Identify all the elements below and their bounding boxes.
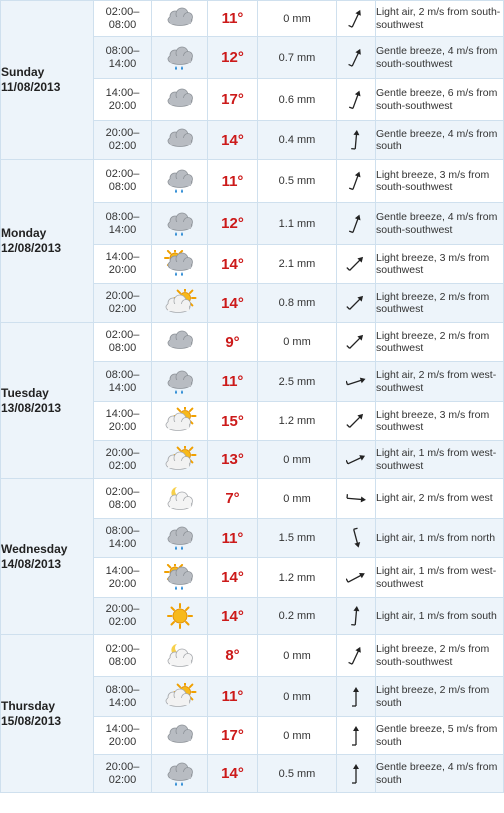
period-start: 20:00–	[105, 760, 140, 773]
precipitation: 0 mm	[258, 479, 337, 519]
period-start: 14:00–	[105, 408, 140, 420]
wind-arrow-icon	[337, 761, 375, 787]
wind-arrow-icon	[337, 127, 375, 153]
wind-direction-cell	[337, 558, 376, 598]
day-name: Monday	[1, 226, 47, 240]
period-start: 20:00–	[105, 446, 140, 459]
wind-description: Gentle breeze, 4 m/s from south-southwest	[376, 37, 504, 79]
precipitation: 0.6 mm	[258, 79, 337, 121]
day-date: 12/08/2013	[1, 241, 62, 255]
period-end: 02:00	[108, 140, 137, 152]
precipitation: 0 mm	[258, 1, 337, 37]
day-cell	[1, 1, 94, 160]
cloudy-icon	[152, 86, 207, 114]
temperature: 17°	[208, 79, 258, 121]
wind-direction-cell	[337, 479, 376, 519]
period-start: 20:00–	[105, 290, 140, 302]
period-end: 20:00	[108, 421, 137, 433]
wind-arrow-icon	[337, 290, 375, 316]
wind-direction-cell	[337, 79, 376, 121]
precipitation: 0 mm	[258, 677, 337, 717]
wind-description: Gentle breeze, 4 m/s from south	[376, 755, 504, 793]
wind-description: Light air, 2 m/s from west	[376, 479, 504, 519]
wind-description: Light air, 1 m/s from south	[376, 598, 504, 635]
temperature: 14°	[208, 558, 258, 598]
period-start: 08:00–	[105, 210, 140, 223]
period-cell	[94, 598, 152, 635]
period-end: 20:00	[108, 735, 137, 748]
wind-arrow-icon	[337, 369, 375, 395]
period-start: 02:00–	[105, 485, 140, 498]
temperature: 12°	[208, 203, 258, 245]
forecast-row	[1, 635, 504, 677]
period-end: 14:00	[108, 538, 137, 550]
wind-direction-cell	[337, 160, 376, 203]
weather-icon-cell	[152, 441, 208, 479]
period-cell	[94, 402, 152, 441]
wind-direction-cell	[337, 519, 376, 558]
period-cell	[94, 284, 152, 323]
period-cell	[94, 323, 152, 362]
period-end: 08:00	[108, 498, 137, 511]
period-cell	[94, 160, 152, 203]
temperature: 15°	[208, 402, 258, 441]
wind-arrow-icon	[337, 723, 375, 749]
wind-description: Light breeze, 3 m/s from southwest	[376, 402, 504, 441]
day-cell	[1, 479, 94, 635]
period-end: 08:00	[108, 342, 137, 354]
wind-arrow-icon	[337, 87, 375, 113]
period-end: 02:00	[108, 773, 137, 786]
temperature: 14°	[208, 245, 258, 284]
cloudy-icon	[152, 5, 207, 33]
wind-arrow-icon	[337, 408, 375, 434]
period-start: 02:00–	[105, 642, 140, 655]
period-end: 08:00	[108, 181, 137, 193]
precipitation: 0.5 mm	[258, 160, 337, 203]
weather-icon-cell	[152, 519, 208, 558]
day-date: 13/08/2013	[1, 400, 62, 415]
temperature: 13°	[208, 441, 258, 479]
wind-direction-cell	[337, 755, 376, 793]
wind-direction-cell	[337, 121, 376, 160]
wind-arrow-icon	[337, 168, 375, 194]
day-name: Tuesday	[1, 385, 49, 400]
precipitation: 0.5 mm	[258, 755, 337, 793]
moon-cloud-icon	[152, 642, 207, 670]
precipitation: 1.1 mm	[258, 203, 337, 245]
day-cell	[1, 160, 94, 323]
wind-arrow-icon	[337, 45, 375, 71]
precipitation: 2.1 mm	[258, 245, 337, 284]
period-cell	[94, 203, 152, 245]
wind-direction-cell	[337, 441, 376, 479]
precipitation: 0.7 mm	[258, 37, 337, 79]
rain-cloud-icon	[152, 44, 207, 72]
wind-direction-cell	[337, 1, 376, 37]
period-end: 20:00	[108, 577, 137, 590]
period-end: 20:00	[108, 264, 137, 276]
temperature: 9°	[208, 323, 258, 362]
weather-icon-cell	[152, 362, 208, 402]
temperature: 14°	[208, 598, 258, 635]
weather-icon-cell	[152, 203, 208, 245]
precipitation: 0.2 mm	[258, 598, 337, 635]
cloudy-icon	[152, 328, 207, 356]
precipitation: 1.2 mm	[258, 402, 337, 441]
wind-arrow-icon	[337, 447, 375, 473]
period-end: 14:00	[108, 381, 137, 394]
weather-icon-cell	[152, 717, 208, 755]
period-start: 14:00–	[105, 251, 140, 263]
wind-arrow-icon	[337, 486, 375, 512]
period-cell	[94, 121, 152, 160]
weather-icon-cell	[152, 402, 208, 441]
period-start: 08:00–	[105, 525, 140, 537]
period-end: 02:00	[108, 616, 137, 628]
wind-description: Gentle breeze, 4 m/s from south-southwest	[376, 203, 504, 245]
cloudy-icon	[152, 722, 207, 750]
weather-icon-cell	[152, 79, 208, 121]
period-cell	[94, 519, 152, 558]
forecast-row	[1, 1, 504, 37]
period-cell	[94, 245, 152, 284]
temperature: 8°	[208, 635, 258, 677]
weather-icon-cell	[152, 37, 208, 79]
day-date: 11/08/2013	[1, 80, 61, 94]
wind-description: Gentle breeze, 4 m/s from south	[376, 121, 504, 160]
wind-direction-cell	[337, 203, 376, 245]
period-cell	[94, 677, 152, 717]
weather-icon-cell	[152, 121, 208, 160]
period-start: 08:00–	[105, 44, 140, 57]
forecast-row	[1, 323, 504, 362]
weather-icon-cell	[152, 245, 208, 284]
period-cell	[94, 635, 152, 677]
period-cell	[94, 717, 152, 755]
wind-direction-cell	[337, 245, 376, 284]
wind-description: Gentle breeze, 6 m/s from south-southwest	[376, 79, 504, 121]
period-start: 20:00–	[105, 127, 140, 139]
sun-cloud-icon	[152, 446, 207, 474]
weather-icon-cell	[152, 284, 208, 323]
period-end: 08:00	[108, 18, 137, 31]
wind-description: Light breeze, 2 m/s from south	[376, 677, 504, 717]
day-cell	[1, 323, 94, 479]
rain-cloud-icon	[152, 368, 207, 396]
weather-icon-cell	[152, 755, 208, 793]
day-name: Sunday	[1, 65, 45, 79]
rain-cloud-icon	[152, 167, 207, 195]
period-end: 14:00	[108, 223, 137, 236]
weather-icon-cell	[152, 558, 208, 598]
period-cell	[94, 79, 152, 121]
period-cell	[94, 755, 152, 793]
weather-icon-cell	[152, 323, 208, 362]
temperature: 14°	[208, 284, 258, 323]
wind-arrow-icon	[337, 684, 375, 710]
wind-arrow-icon	[337, 565, 375, 591]
wind-direction-cell	[337, 323, 376, 362]
period-cell	[94, 37, 152, 79]
precipitation: 0 mm	[258, 635, 337, 677]
period-end: 02:00	[108, 459, 137, 472]
temperature: 11°	[208, 677, 258, 717]
wind-description: Light breeze, 3 m/s from southwest	[376, 245, 504, 284]
temperature: 11°	[208, 362, 258, 402]
wind-description: Light breeze, 3 m/s from south-southwest	[376, 160, 504, 203]
forecast-body	[1, 1, 504, 793]
period-start: 08:00–	[105, 368, 140, 381]
weather-icon-cell	[152, 635, 208, 677]
period-cell	[94, 479, 152, 519]
precipitation: 0 mm	[258, 323, 337, 362]
period-cell	[94, 558, 152, 598]
wind-description: Light air, 1 m/s from west-southwest	[376, 558, 504, 598]
precipitation: 0.4 mm	[258, 121, 337, 160]
wind-description: Light breeze, 2 m/s from southwest	[376, 323, 504, 362]
period-end: 14:00	[108, 696, 137, 709]
period-start: 14:00–	[105, 86, 140, 99]
forecast-row	[1, 160, 504, 203]
wind-direction-cell	[337, 598, 376, 635]
temperature: 7°	[208, 479, 258, 519]
wind-arrow-icon	[337, 211, 375, 237]
weather-icon-cell	[152, 677, 208, 717]
precipitation: 1.5 mm	[258, 519, 337, 558]
rain-cloud-icon	[152, 210, 207, 238]
wind-arrow-icon	[337, 251, 375, 277]
wind-description: Light air, 1 m/s from west-southwest	[376, 441, 504, 479]
day-name: Thursday	[1, 698, 56, 713]
moon-cloud-icon	[152, 485, 207, 513]
precipitation: 0 mm	[258, 441, 337, 479]
wind-direction-cell	[337, 37, 376, 79]
temperature: 14°	[208, 121, 258, 160]
period-start: 02:00–	[105, 168, 140, 180]
wind-description: Gentle breeze, 5 m/s from south	[376, 717, 504, 755]
weather-icon-cell	[152, 598, 208, 635]
wind-arrow-icon	[337, 329, 375, 355]
day-date: 15/08/2013	[1, 713, 62, 728]
rain-cloud-icon	[152, 760, 207, 788]
sun-icon	[152, 602, 207, 630]
wind-direction-cell	[337, 717, 376, 755]
day-name: Wednesday	[1, 541, 68, 556]
period-start: 08:00–	[105, 683, 140, 696]
sun-cloud-rain-icon	[152, 564, 207, 592]
period-start: 14:00–	[105, 722, 140, 735]
period-start: 14:00–	[105, 564, 140, 577]
period-end: 20:00	[108, 99, 137, 112]
rain-cloud-icon	[152, 524, 207, 552]
period-cell	[94, 1, 152, 37]
period-end: 14:00	[108, 57, 137, 70]
period-start: 02:00–	[105, 5, 140, 18]
cloudy-icon	[152, 126, 207, 154]
period-cell	[94, 441, 152, 479]
precipitation: 2.5 mm	[258, 362, 337, 402]
sun-cloud-icon	[152, 289, 207, 317]
precipitation: 0.8 mm	[258, 284, 337, 323]
temperature: 11°	[208, 519, 258, 558]
wind-arrow-icon	[337, 6, 375, 32]
wind-direction-cell	[337, 284, 376, 323]
forecast-row	[1, 479, 504, 519]
weather-icon-cell	[152, 479, 208, 519]
wind-arrow-icon	[337, 525, 375, 551]
wind-description: Light air, 1 m/s from north	[376, 519, 504, 558]
wind-description: Light air, 2 m/s from south-southwest	[376, 1, 504, 37]
weather-icon-cell	[152, 1, 208, 37]
wind-description: Light breeze, 2 m/s from southwest	[376, 284, 504, 323]
sun-cloud-icon	[152, 683, 207, 711]
weather-icon-cell	[152, 160, 208, 203]
temperature: 11°	[208, 1, 258, 37]
day-cell	[1, 635, 94, 793]
period-start: 20:00–	[105, 603, 140, 615]
wind-description: Light breeze, 2 m/s from south-southwest	[376, 635, 504, 677]
period-end: 02:00	[108, 303, 137, 315]
period-end: 08:00	[108, 655, 137, 668]
precipitation: 1.2 mm	[258, 558, 337, 598]
wind-direction-cell	[337, 402, 376, 441]
wind-direction-cell	[337, 677, 376, 717]
precipitation: 0 mm	[258, 717, 337, 755]
wind-arrow-icon	[337, 643, 375, 669]
temperature: 11°	[208, 160, 258, 203]
period-start: 02:00–	[105, 329, 140, 341]
day-date: 14/08/2013	[1, 556, 62, 571]
period-cell	[94, 362, 152, 402]
wind-description: Light air, 2 m/s from west-southwest	[376, 362, 504, 402]
temperature: 17°	[208, 717, 258, 755]
wind-arrow-icon	[337, 603, 375, 629]
sun-cloud-rain-icon	[152, 250, 207, 278]
temperature: 14°	[208, 755, 258, 793]
wind-direction-cell	[337, 362, 376, 402]
sun-cloud-icon	[152, 407, 207, 435]
wind-direction-cell	[337, 635, 376, 677]
temperature: 12°	[208, 37, 258, 79]
